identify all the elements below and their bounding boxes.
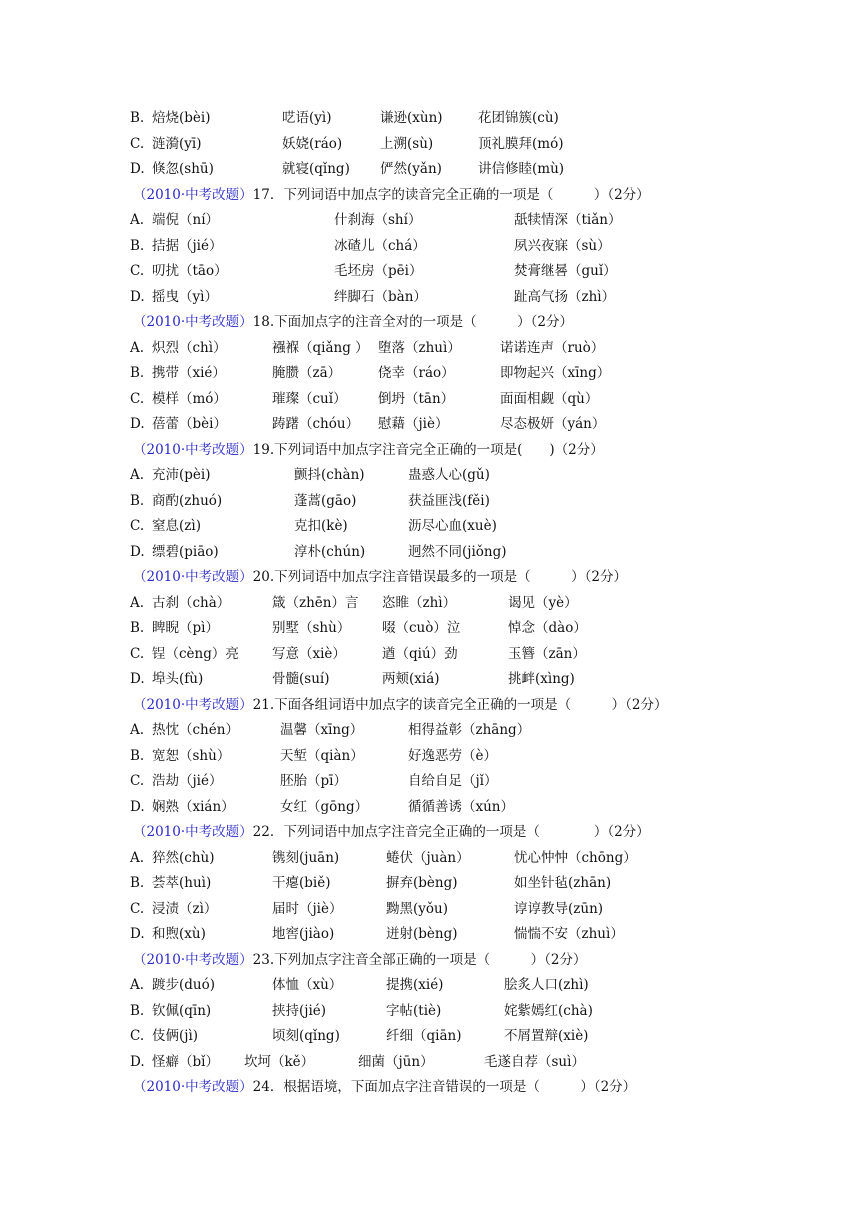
pinyin-item: 热忱（chén） bbox=[152, 722, 239, 738]
pinyin-item: 坎坷（kě） bbox=[244, 1053, 315, 1070]
option-letter: D. bbox=[130, 543, 145, 560]
pinyin-item: 倏忽(shū) bbox=[152, 161, 214, 177]
option-row bbox=[130, 285, 770, 311]
option-row bbox=[130, 922, 770, 948]
pinyin-item: 和煦(xù) bbox=[152, 926, 206, 942]
option-letter: D. bbox=[130, 416, 145, 432]
question-text: 19.下列词语中加点字注音完全正确的一项是( )（2分） bbox=[252, 441, 604, 458]
pinyin-item: 尽态极妍（yán） bbox=[500, 416, 606, 432]
pinyin-item: 携带（xié） bbox=[152, 365, 226, 381]
option-letter: B. bbox=[130, 237, 145, 254]
pinyin-item: 冰碴儿（chá） bbox=[334, 237, 426, 254]
question-text: 18.下面加点字的注音全对的一项是（ ）（2分） bbox=[252, 314, 573, 330]
pinyin-item: 浸渍（zì） bbox=[152, 900, 218, 917]
pinyin-item: 绊脚石（bàn） bbox=[334, 288, 427, 305]
pinyin-item: 毛坯房（pēi） bbox=[334, 263, 423, 279]
pinyin-item: 倒坍（tān） bbox=[378, 390, 455, 407]
pinyin-item: 端倪（ní） bbox=[152, 212, 220, 228]
option-row bbox=[130, 361, 770, 387]
pinyin-item: 啜（cuò）泣 bbox=[382, 620, 461, 636]
pinyin-item: 面面相觑（qù） bbox=[500, 390, 599, 407]
option-letter: B. bbox=[130, 365, 145, 381]
option-letter: A. bbox=[130, 849, 145, 866]
pinyin-item: 拮据（jié） bbox=[152, 237, 223, 254]
option-letter: D. bbox=[130, 926, 145, 942]
pinyin-item: 天堑（qiàn） bbox=[280, 747, 364, 764]
pinyin-item: 骨髓(suí) bbox=[272, 671, 330, 687]
option-letter: B. bbox=[130, 747, 145, 764]
source-tag: （2010·中考改题） bbox=[133, 951, 253, 968]
question-line bbox=[133, 948, 770, 974]
pinyin-item: 摇曳（yì） bbox=[152, 288, 218, 305]
question-block bbox=[130, 106, 770, 183]
pinyin-item: 纤细（qiān) bbox=[386, 1028, 462, 1044]
option-letter: A. bbox=[130, 212, 145, 228]
question-line bbox=[133, 438, 770, 464]
pinyin-item: 如坐针毡(zhān) bbox=[514, 875, 612, 891]
option-row bbox=[130, 795, 770, 821]
pinyin-item: 届时（jiè） bbox=[272, 900, 343, 917]
option-row bbox=[130, 157, 770, 183]
pinyin-item: 沥尽心血(xuè) bbox=[408, 518, 497, 534]
option-row bbox=[130, 718, 770, 744]
pinyin-item: 妖娆(ráo) bbox=[282, 135, 343, 152]
source-tag: （2010·中考改题） bbox=[133, 696, 253, 713]
pinyin-item: 挟持(jié) bbox=[272, 1002, 327, 1019]
pinyin-item: 颤抖(chàn) bbox=[294, 467, 365, 483]
option-row bbox=[130, 463, 770, 489]
pinyin-item: 模样（mó） bbox=[152, 390, 227, 407]
option-row bbox=[130, 616, 770, 642]
option-letter: B. bbox=[130, 110, 145, 126]
pinyin-item: 钦佩(qīn) bbox=[152, 1002, 212, 1019]
pinyin-item: 花团锦簇(cù) bbox=[478, 110, 559, 126]
option-letter: C. bbox=[130, 1028, 145, 1044]
pinyin-item: 焚膏继晷（guǐ） bbox=[514, 263, 617, 279]
pinyin-item: 谦逊(xùn) bbox=[380, 110, 443, 126]
question-line bbox=[133, 693, 770, 719]
source-tag: （2010·中考改题） bbox=[133, 1079, 253, 1095]
option-letter: C. bbox=[130, 518, 145, 534]
option-row bbox=[130, 412, 770, 438]
pinyin-item: 睥睨（pì） bbox=[152, 620, 219, 636]
option-row bbox=[130, 1024, 770, 1050]
pinyin-item: 埠头(fù) bbox=[152, 671, 204, 687]
pinyin-item: 怪癖（bǐ） bbox=[152, 1053, 219, 1070]
question-text: 22．下列词语中加点字注音完全正确的一项是（ ）（2分） bbox=[252, 824, 650, 840]
option-letter: C. bbox=[130, 390, 145, 407]
source-tag: （2010·中考改题） bbox=[133, 186, 253, 203]
option-letter: B. bbox=[130, 620, 145, 636]
pinyin-item: 遒（qiú）劲 bbox=[382, 645, 458, 662]
pinyin-item: 慰藉（jiè） bbox=[378, 416, 449, 432]
option-letter: D. bbox=[130, 798, 145, 815]
pinyin-item: 诺诺连声（ruò） bbox=[500, 339, 605, 356]
pinyin-item: 黝黑(yǒu) bbox=[386, 900, 448, 917]
document-body bbox=[130, 106, 770, 1101]
pinyin-item: 蜷伏（juàn） bbox=[386, 849, 470, 866]
pinyin-item: 恣睢（zhì） bbox=[382, 594, 457, 611]
option-row bbox=[130, 744, 770, 770]
pinyin-item: 谒见（yè） bbox=[508, 594, 578, 611]
pinyin-item: 悼念（dào） bbox=[508, 620, 587, 636]
question-text: 21.下面各组词语中加点字的读音完全正确的一项是（ ）（2分） bbox=[252, 696, 668, 713]
option-row bbox=[130, 846, 770, 872]
pinyin-item: 充沛(pèi) bbox=[152, 467, 211, 483]
question-text: 23.下列加点字注音全部正确的一项是（ ）（2分） bbox=[252, 951, 587, 968]
option-row bbox=[130, 540, 770, 566]
pinyin-item: 相得益彰（zhāng） bbox=[408, 722, 531, 738]
pinyin-item: 姹紫嫣红(chà) bbox=[504, 1002, 593, 1019]
option-letter: A. bbox=[130, 339, 145, 356]
option-row bbox=[130, 259, 770, 285]
option-row bbox=[130, 208, 770, 234]
pinyin-item: 就寝(qǐng) bbox=[282, 161, 350, 177]
pinyin-item: 什刹海（shí） bbox=[334, 212, 422, 228]
pinyin-item: 猝然(chù) bbox=[152, 849, 215, 866]
option-letter: D. bbox=[130, 1053, 145, 1070]
pinyin-item: 不屑置辩(xiè) bbox=[504, 1028, 589, 1044]
pinyin-item: 伎俩(jì) bbox=[152, 1028, 199, 1044]
option-letter: A. bbox=[130, 467, 145, 483]
pinyin-item: 焙烧(bèi) bbox=[152, 110, 211, 126]
pinyin-item: 迸射(bèng) bbox=[386, 926, 458, 942]
option-row bbox=[130, 106, 770, 132]
pinyin-item: 摒弃(bèng) bbox=[386, 875, 458, 891]
option-row bbox=[130, 897, 770, 923]
pinyin-item: 即物起兴（xīng） bbox=[500, 365, 611, 381]
option-letter: C. bbox=[130, 645, 145, 662]
pinyin-item: 镌刻(juān) bbox=[272, 849, 340, 866]
pinyin-item: 俨然(yǎn) bbox=[380, 161, 442, 177]
pinyin-item: 腌臜（zā） bbox=[272, 365, 342, 381]
question-block bbox=[130, 438, 770, 566]
pinyin-item: 两颊(xiá) bbox=[382, 671, 440, 687]
pinyin-item: 克扣(kè) bbox=[294, 518, 348, 534]
pinyin-item: 写意（xiè） bbox=[272, 645, 346, 662]
question-block bbox=[130, 693, 770, 821]
pinyin-item: 夙兴夜寐（sù） bbox=[514, 237, 611, 254]
pinyin-item: 缥碧(piāo) bbox=[152, 543, 219, 560]
pinyin-item: 踱步(duó) bbox=[152, 977, 215, 993]
question-text: 20.下列词语中加点字注音错误最多的一项是（ ）（2分） bbox=[252, 569, 627, 585]
question-block bbox=[130, 1075, 770, 1101]
pinyin-item: 浩劫（jié） bbox=[152, 773, 223, 789]
question-block bbox=[130, 565, 770, 693]
pinyin-item: 蓓蕾（bèi） bbox=[152, 416, 227, 432]
option-row bbox=[130, 1050, 770, 1076]
option-letter: A. bbox=[130, 594, 145, 611]
pinyin-item: 顷刻(qǐng) bbox=[272, 1028, 340, 1044]
question-line bbox=[133, 820, 770, 846]
pinyin-item: 干瘪(biě) bbox=[272, 875, 331, 891]
source-tag: （2010·中考改题） bbox=[133, 314, 253, 330]
option-row bbox=[130, 769, 770, 795]
question-line bbox=[133, 183, 770, 209]
pinyin-item: 毛遂自荐（suì） bbox=[484, 1053, 585, 1070]
question-block bbox=[130, 183, 770, 311]
pinyin-item: 堕落（zhuì） bbox=[378, 339, 461, 356]
pinyin-item: 炽烈（chì） bbox=[152, 339, 227, 356]
pinyin-item: 蓬蒿(gāo) bbox=[294, 492, 357, 509]
pinyin-item: 细菌（jūn） bbox=[358, 1053, 434, 1070]
pinyin-item: 叨扰（tāo） bbox=[152, 263, 228, 279]
pinyin-item: 讲信修睦(mù) bbox=[478, 161, 565, 177]
pinyin-item: 地窖(jiào) bbox=[272, 926, 335, 942]
pinyin-item: 璀璨（cuǐ） bbox=[272, 390, 347, 407]
pinyin-item: 提携(xié) bbox=[386, 977, 444, 993]
pinyin-item: 挑衅(xìng) bbox=[508, 671, 575, 687]
pinyin-item: 惴惴不安（zhuì） bbox=[514, 926, 624, 942]
question-text: 17．下列词语中加点字的读音完全正确的一项是（ ）（2分） bbox=[252, 186, 650, 203]
pinyin-item: 玉簪（zān） bbox=[508, 645, 586, 662]
pinyin-item: 涟漪(yī) bbox=[152, 135, 202, 152]
option-row bbox=[130, 667, 770, 693]
option-letter: C. bbox=[130, 773, 145, 789]
option-letter: A. bbox=[130, 977, 145, 993]
pinyin-item: 胚胎（pī） bbox=[280, 773, 347, 789]
pinyin-item: 淳朴(chún) bbox=[294, 543, 366, 560]
option-letter: D. bbox=[130, 671, 145, 687]
pinyin-item: 自给自足（jǐ） bbox=[408, 773, 498, 789]
pinyin-item: 好逸恶劳（è） bbox=[408, 747, 497, 764]
option-row bbox=[130, 489, 770, 515]
pinyin-item: 箴（zhēn）言 bbox=[272, 594, 359, 611]
question-block bbox=[130, 820, 770, 948]
pinyin-item: 古刹（chà） bbox=[152, 594, 231, 611]
source-tag: （2010·中考改题） bbox=[133, 569, 253, 585]
pinyin-item: 字帖(tiè) bbox=[386, 1002, 442, 1019]
option-row bbox=[130, 234, 770, 260]
pinyin-item: 舐犊情深（tiǎn） bbox=[514, 212, 622, 228]
option-row bbox=[130, 336, 770, 362]
question-text: 24．根据语境，下面加点字注音错误的一项是（ ）（2分） bbox=[252, 1079, 637, 1095]
pinyin-item: 体恤（xù） bbox=[272, 977, 343, 993]
pinyin-item: 宽恕（shù） bbox=[152, 747, 231, 764]
option-row bbox=[130, 871, 770, 897]
source-tag: （2010·中考改题） bbox=[133, 824, 253, 840]
option-letter: D. bbox=[130, 161, 145, 177]
pinyin-item: 侥幸（ráo） bbox=[378, 365, 455, 381]
pinyin-item: 顶礼膜拜(mó) bbox=[478, 135, 564, 152]
option-row bbox=[130, 514, 770, 540]
option-letter: B. bbox=[130, 875, 145, 891]
option-letter: C. bbox=[130, 900, 145, 917]
question-line bbox=[133, 1075, 770, 1101]
option-row bbox=[130, 132, 770, 158]
pinyin-item: 忧心忡忡（chōng） bbox=[514, 849, 637, 866]
question-block bbox=[130, 310, 770, 438]
option-letter: C. bbox=[130, 135, 145, 152]
pinyin-item: 迥然不同(jiǒng) bbox=[408, 543, 507, 560]
pinyin-item: 呓语(yì) bbox=[282, 110, 332, 126]
option-row bbox=[130, 387, 770, 413]
pinyin-item: 襁褓（qiǎng ） bbox=[272, 339, 369, 356]
pinyin-item: 蛊惑人心(gǔ) bbox=[408, 467, 490, 483]
question-line bbox=[133, 310, 770, 336]
option-row bbox=[130, 591, 770, 617]
option-letter: B. bbox=[130, 492, 145, 509]
pinyin-item: 趾高气扬（zhì） bbox=[514, 288, 616, 305]
pinyin-item: 荟萃(huì) bbox=[152, 875, 212, 891]
option-row bbox=[130, 973, 770, 999]
pinyin-item: 获益匪浅(fěi) bbox=[408, 492, 490, 509]
pinyin-item: 上溯(sù) bbox=[380, 135, 434, 152]
option-row bbox=[130, 642, 770, 668]
option-letter: A. bbox=[130, 722, 145, 738]
option-row bbox=[130, 999, 770, 1025]
pinyin-item: 商酌(zhuó) bbox=[152, 492, 223, 509]
question-line bbox=[133, 565, 770, 591]
option-letter: B. bbox=[130, 1002, 145, 1019]
option-letter: D. bbox=[130, 288, 145, 305]
pinyin-item: 循循善诱（xún） bbox=[408, 798, 515, 815]
pinyin-item: 窒息(zì) bbox=[152, 518, 201, 534]
pinyin-item: 温馨（xīng） bbox=[280, 722, 364, 738]
pinyin-item: 踌躇（chóu） bbox=[272, 416, 360, 432]
pinyin-item: 娴熟（xián） bbox=[152, 798, 235, 815]
question-block bbox=[130, 948, 770, 1076]
option-letter: C. bbox=[130, 263, 145, 279]
pinyin-item: 谆谆教导(zūn) bbox=[514, 900, 604, 917]
pinyin-item: 锃（cèng）亮 bbox=[152, 645, 239, 662]
source-tag: （2010·中考改题） bbox=[133, 441, 253, 458]
pinyin-item: 别墅（shù） bbox=[272, 620, 351, 636]
pinyin-item: 女红（gōng） bbox=[280, 798, 369, 815]
pinyin-item: 脍炙人口(zhì) bbox=[504, 977, 589, 993]
